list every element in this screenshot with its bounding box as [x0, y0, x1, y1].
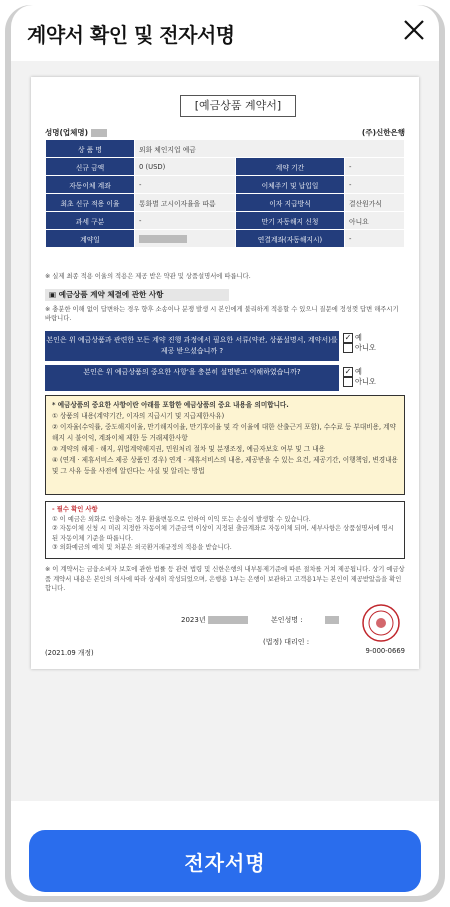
list-item: ③ 외화예금의 예치 및 처분은 외국환거래규정의 적용을 받습니다.	[52, 544, 232, 551]
contract-info-table	[45, 139, 405, 248]
table-cell: 이자 지급방식	[236, 194, 345, 212]
customer-label: 성명(업체명)	[45, 128, 89, 137]
bank-name: (주)신한은행	[361, 128, 405, 137]
answer-note: ※ 충분한 이해 없이 답변하는 경우 향후 소송이나 분쟁 발생 시 본인에게 불리하게 적용할 수 있으니 질문에 정성껏 답변 해주시기 바랍니다.	[45, 306, 399, 322]
redacted-name	[325, 616, 339, 624]
answer-yes-label: 예	[355, 367, 362, 376]
answer-no-label: 아니오	[355, 343, 376, 352]
table-cell: 통화별 고시이자율을 따름	[135, 194, 236, 212]
answer-no-label: 아니오	[355, 377, 376, 386]
table-cell: 연결계좌(자동해지시)	[236, 230, 345, 248]
table-cell: 이체주기 및 납입일	[236, 176, 345, 194]
year-label: 2023년	[181, 616, 206, 624]
answer-yes[interactable]	[343, 333, 405, 343]
header-bar	[11, 5, 439, 61]
checked-icon: ✓	[344, 367, 352, 376]
table-cell: -	[345, 158, 405, 176]
bank-seal-icon	[361, 603, 401, 643]
question-2-text: 본인은 위 예금상품의 중요한 사항'을 충분히 설명받고 이해하였습니까?	[45, 365, 339, 391]
sign-date	[181, 615, 248, 625]
required-heading: - 필수 확인 사항	[52, 506, 98, 513]
close-icon[interactable]	[399, 15, 429, 45]
answer-no[interactable]	[343, 343, 405, 353]
table-cell: -	[345, 230, 405, 248]
table-cell: 신규 금액	[46, 158, 135, 176]
contract-document	[31, 77, 419, 669]
important-items-box	[45, 395, 405, 495]
table-row	[46, 212, 405, 230]
question-2	[45, 365, 405, 391]
signer-line	[271, 615, 339, 625]
table-row	[46, 176, 405, 194]
checked-icon: ✓	[344, 333, 352, 342]
document-title: [예금상품 계약서]	[180, 95, 296, 117]
list-item: ① 이 예금은 외화로 인출하는 경우 환율변동으로 인하여 이익 또는 손실이 발생할 수 있습니다.	[52, 515, 311, 523]
table-row	[46, 158, 405, 176]
redacted-date	[139, 235, 187, 243]
table-cell: -	[135, 176, 236, 194]
list-item: ④ (연계 · 제휴서비스 제공 상품인 경우) 연계 · 제휴서비스의 내용, 제공받을 수 있는 요건, 제공기간, 이행책임, 변경내용 및 그 사유 등을 사전에 알린다는 사실 및 알리는 방법	[52, 456, 398, 475]
answer-yes[interactable]	[343, 367, 405, 377]
revision-date: (2021.09 개정)	[45, 649, 94, 657]
list-item: ① 상품의 내용(계약기간, 이자의 지급시기 및 지급제한사유)	[52, 412, 225, 420]
table-cell: 상 품 명	[46, 140, 135, 158]
list-item: ② 이자율(수익률, 중도해지이율, 만기해지이율, 만기후이율 및 각 이율에 대한 산출근거 포함), 수수료 등 부대비용, 계약해지 시 불이익, 계좌이체 제한 등 거래제한사항	[52, 423, 396, 442]
modal-screen	[11, 5, 439, 896]
table-cell: 0 (USD)	[135, 158, 236, 176]
checkbox-icon	[343, 343, 353, 353]
rate-note: ※ 실제 최종 적용 이율의 적용은 제공 받은 약관 및 상품설명서에 따릅니다.	[45, 273, 251, 280]
answer-yes-label: 예	[355, 333, 362, 342]
device-frame	[5, 5, 445, 902]
section-heading: ▣ 예금상품 계약 체결에 관한 사항	[45, 289, 229, 301]
sign-button[interactable]: 전자서명	[29, 830, 421, 892]
table-cell	[135, 230, 236, 248]
customer-row	[45, 127, 405, 139]
table-cell: 계약일	[46, 230, 135, 248]
document-viewer[interactable]	[11, 61, 439, 801]
table-row	[46, 230, 405, 248]
list-item: ② 자동이체 신청 시 미리 지정한 자동이체 기준금액 이상이 지정된 출금계좌로 자동이체 되며, 세부사항은 상품설명서에 명시된 자동이체 기준을 따릅니다.	[52, 525, 394, 542]
table-cell: 아니요	[345, 212, 405, 230]
table-cell: 외화 체인지업 예금	[135, 140, 405, 158]
question-1-text: 본인은 위 예금상품과 관련한 모든 계약 진행 과정에서 필요한 서류(약관, 상품설명서, 계약서)를 제공 받으셨습니까 ?	[45, 331, 339, 361]
form-number: 9-000-0669	[365, 647, 405, 655]
table-cell: -	[345, 176, 405, 194]
required-check-box	[45, 501, 405, 559]
checkbox-icon	[343, 377, 353, 387]
table-cell: 과세 구분	[46, 212, 135, 230]
table-cell: 최초 신규 적용 이율	[46, 194, 135, 212]
list-item: ③ 계약의 해제 · 해지, 위법계약해지권, 민원처리 절차 및 분쟁조정, 예금자보호 여부 및 그 내용	[52, 445, 325, 453]
answer-no[interactable]	[343, 377, 405, 387]
question-1	[45, 331, 405, 361]
agent-line: (법정) 대리인 :	[263, 638, 310, 646]
signer-label: 본인성명 :	[271, 616, 303, 624]
question-1-answers	[343, 333, 405, 353]
table-row	[46, 194, 405, 212]
redacted-name	[91, 129, 107, 137]
question-2-answers	[343, 367, 405, 387]
table-row	[46, 140, 405, 158]
table-cell: 결산원가식	[345, 194, 405, 212]
important-lead: * 예금상품의 중요한 사항이란 아래를 포함한 예금상품의 중요 내용을 의미합니다.	[52, 401, 289, 409]
page-title: 계약서 확인 및 전자서명	[27, 23, 235, 47]
table-cell: 계약 기간	[236, 158, 345, 176]
table-cell: 자동이체 계좌	[46, 176, 135, 194]
redacted-date	[208, 616, 248, 624]
table-cell: -	[135, 212, 236, 230]
confirmation-note: ※ 이 계약서는 금융소비자 보호에 관한 법률 등 관련 법령 및 신한은행의 내부통제기준에 따른 절차를 거쳐 제공됩니다. 상기 예금상품 계약서 내용은 본인의 의사에 따라 상세히 작성되었으며, 은행용 1부는 은행이 보관하고 고객용1부는 본인이 제공받았음을 확인합니다.	[45, 566, 405, 592]
table-cell: 만기 자동해지 신청	[236, 212, 345, 230]
